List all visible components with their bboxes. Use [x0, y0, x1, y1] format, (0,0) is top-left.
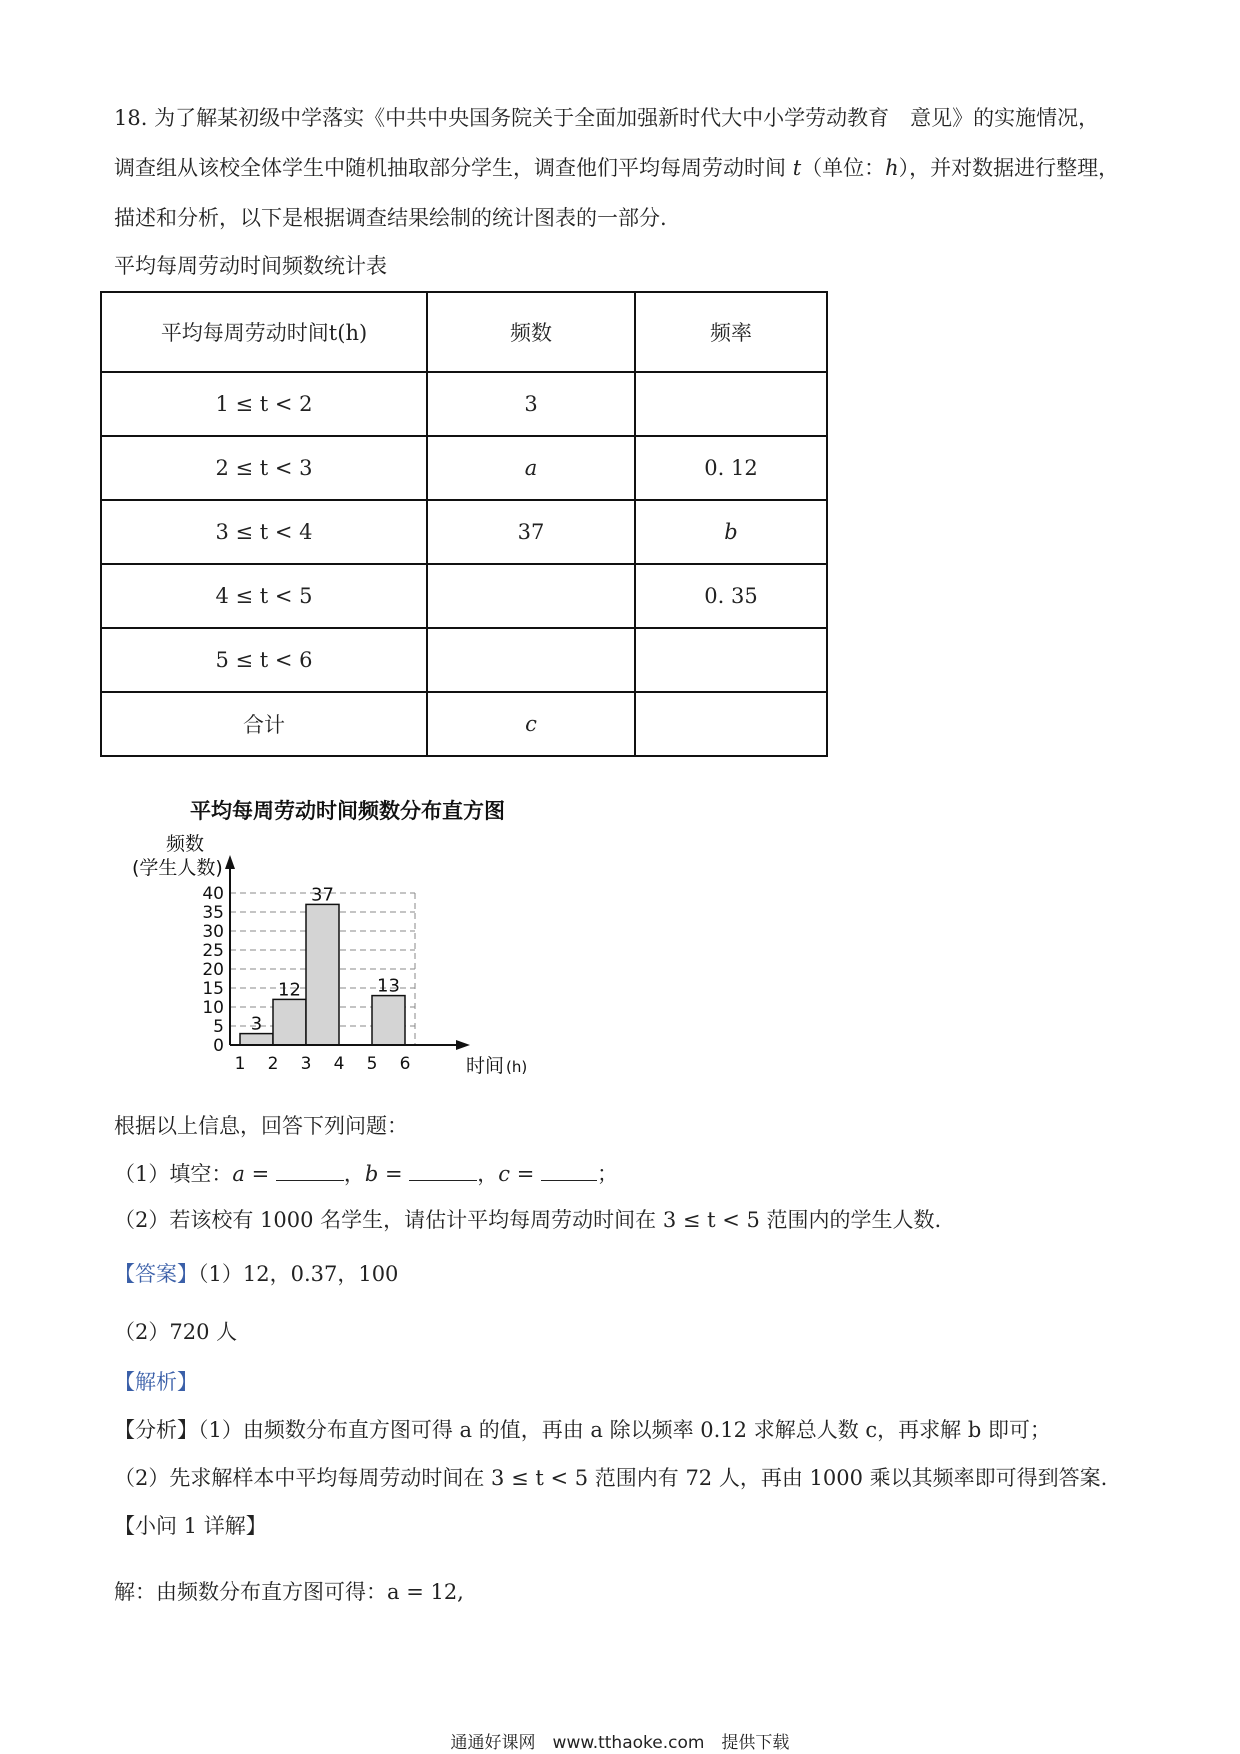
unit-h: h: [885, 156, 899, 180]
y-tick-label: 5: [213, 1017, 224, 1037]
x-tick-label: 2: [267, 1054, 279, 1074]
x-tick-label: 6: [399, 1054, 411, 1074]
y-tick-label: 30: [202, 922, 224, 942]
x-tick-label: 4: [333, 1054, 345, 1074]
table-row: [101, 372, 827, 436]
cell-rate: [635, 372, 827, 436]
problem-line-2-end: ），并对数据进行整理，: [898, 156, 1120, 180]
sub-question-heading: 【小问 1 详解】: [114, 1514, 267, 1538]
variable-t: t: [792, 156, 802, 180]
q1-separator: ，: [343, 1162, 365, 1186]
analysis-line-1: [114, 1416, 1051, 1444]
cell-range: 3 ≤ t < 4: [101, 500, 427, 564]
table-row: [101, 564, 827, 628]
cell-range: 5 ≤ t < 6: [101, 628, 427, 692]
cell-range: 2 ≤ t < 3: [101, 436, 427, 500]
histogram-bar: [372, 996, 405, 1045]
question-2: （2）若该校有 1000 名学生，请估计平均每周劳动时间在 3 ≤ t < 5 范围内的学生人数.: [114, 1208, 942, 1232]
answer-tag: 【答案】: [114, 1262, 198, 1286]
x-axis-unit: (h): [506, 1058, 528, 1076]
problem-line-2: [114, 154, 1119, 182]
cell-rate: [635, 628, 827, 692]
q1-a-label: a =: [232, 1162, 270, 1186]
questions-intro: 根据以上信息，回答下列问题：: [114, 1114, 408, 1138]
question-1: [114, 1160, 618, 1188]
q1-end: ；: [597, 1162, 618, 1186]
table-row: [101, 500, 827, 564]
q1-c-label: c =: [498, 1162, 535, 1186]
y-tick-label: 35: [202, 903, 224, 923]
chart-title: 平均每周劳动时间频数分布直方图: [190, 799, 505, 823]
table-row: [101, 436, 827, 500]
histogram-bar: [273, 999, 306, 1045]
y-tick-label: 15: [202, 979, 224, 999]
cell-count: c: [427, 692, 635, 756]
cell-count: a: [427, 436, 635, 500]
header-rate: 频率: [635, 292, 827, 372]
header-time: 平均每周劳动时间t(h): [101, 292, 427, 372]
x-tick-label: 1: [234, 1054, 246, 1074]
frequency-table: [100, 291, 828, 757]
x-tick-label: 5: [366, 1054, 378, 1074]
plot-area: [202, 855, 470, 1074]
cell-range: 1 ≤ t < 2: [101, 372, 427, 436]
bar-value-label: 3: [250, 1013, 263, 1035]
y-axis-arrow: [225, 855, 235, 869]
y-tick-label: 20: [202, 960, 224, 980]
histogram-bar: [240, 1034, 273, 1045]
y-axis-label-line1: 频数: [166, 833, 205, 855]
page-footer: 通通好课网 www.tthaoke.com 提供下载: [450, 1733, 790, 1753]
cell-rate: 0. 12: [635, 436, 827, 500]
answer-blank-a[interactable]: [276, 1160, 344, 1181]
table-header-row: [101, 292, 827, 372]
y-tick-label: 25: [202, 941, 224, 961]
analysis-tag: 【解析】: [114, 1370, 198, 1394]
fenxi-1: （1）由频数分布直方图可得 a 的值，再由 a 除以频率 0.12 求解总人数 c，再求解 b 即可；: [198, 1418, 1051, 1442]
answer-blank-b[interactable]: [409, 1160, 477, 1181]
solution-line: 解：由频数分布直方图可得：a = 12,: [114, 1580, 464, 1604]
cell-rate: 0. 35: [635, 564, 827, 628]
cell-count: 37: [427, 500, 635, 564]
cell-count: 3: [427, 372, 635, 436]
cell-rate: [635, 692, 827, 756]
table-row: [101, 628, 827, 692]
cell-range: 合计: [101, 692, 427, 756]
cell-rate: b: [635, 500, 827, 564]
q1-separator: ，: [477, 1162, 499, 1186]
y-tick-label: 40: [202, 884, 224, 904]
problem-line-1: 18. 为了解某初级中学落实《中共中央国务院关于全面加强新时代大中小学劳动教育 意见》的实施情况，: [114, 106, 1100, 130]
bar-value-label: 37: [311, 884, 334, 906]
x-tick-label: 3: [300, 1054, 312, 1074]
histogram-bar: [306, 904, 339, 1045]
cell-count: [427, 628, 635, 692]
problem-line-3: 描述和分析，以下是根据调查结果绘制的统计图表的一部分.: [114, 206, 667, 230]
q1-b-label: b =: [364, 1162, 403, 1186]
histogram-chart: [110, 790, 570, 1080]
x-axis-label: 时间: [466, 1055, 505, 1077]
y-axis-label-line2: (学生人数): [132, 857, 223, 879]
q1-prefix: （1）填空：: [114, 1162, 233, 1186]
problem-line-2-unit-label: （单位：: [801, 156, 886, 180]
cell-count: [427, 564, 635, 628]
answer-line-2: （2）720 人: [114, 1320, 238, 1344]
table-title: 平均每周劳动时间频数统计表: [114, 254, 387, 278]
y-tick-label: 10: [202, 998, 224, 1018]
y-tick-label: 0: [213, 1036, 224, 1056]
header-count: 频数: [427, 292, 635, 372]
analysis-line-2: （2）先求解样本中平均每周劳动时间在 3 ≤ t < 5 范围内有 72 人，再由 1000 乘以其频率即可得到答案.: [114, 1466, 1108, 1490]
bar-value-label: 13: [377, 975, 400, 997]
answer-blank-c[interactable]: [541, 1160, 597, 1181]
table-row: [101, 692, 827, 756]
x-axis-arrow: [456, 1040, 470, 1050]
answer-line-1: [114, 1260, 398, 1288]
problem-line-2-text: 调查组从该校全体学生中随机抽取部分学生，调查他们平均每周劳动时间: [114, 156, 793, 180]
cell-range: 4 ≤ t < 5: [101, 564, 427, 628]
answer-1: （1）12，0.37，100: [198, 1262, 399, 1286]
bar-value-label: 12: [278, 979, 301, 1001]
fenxi-tag: 【分析】: [114, 1418, 198, 1442]
